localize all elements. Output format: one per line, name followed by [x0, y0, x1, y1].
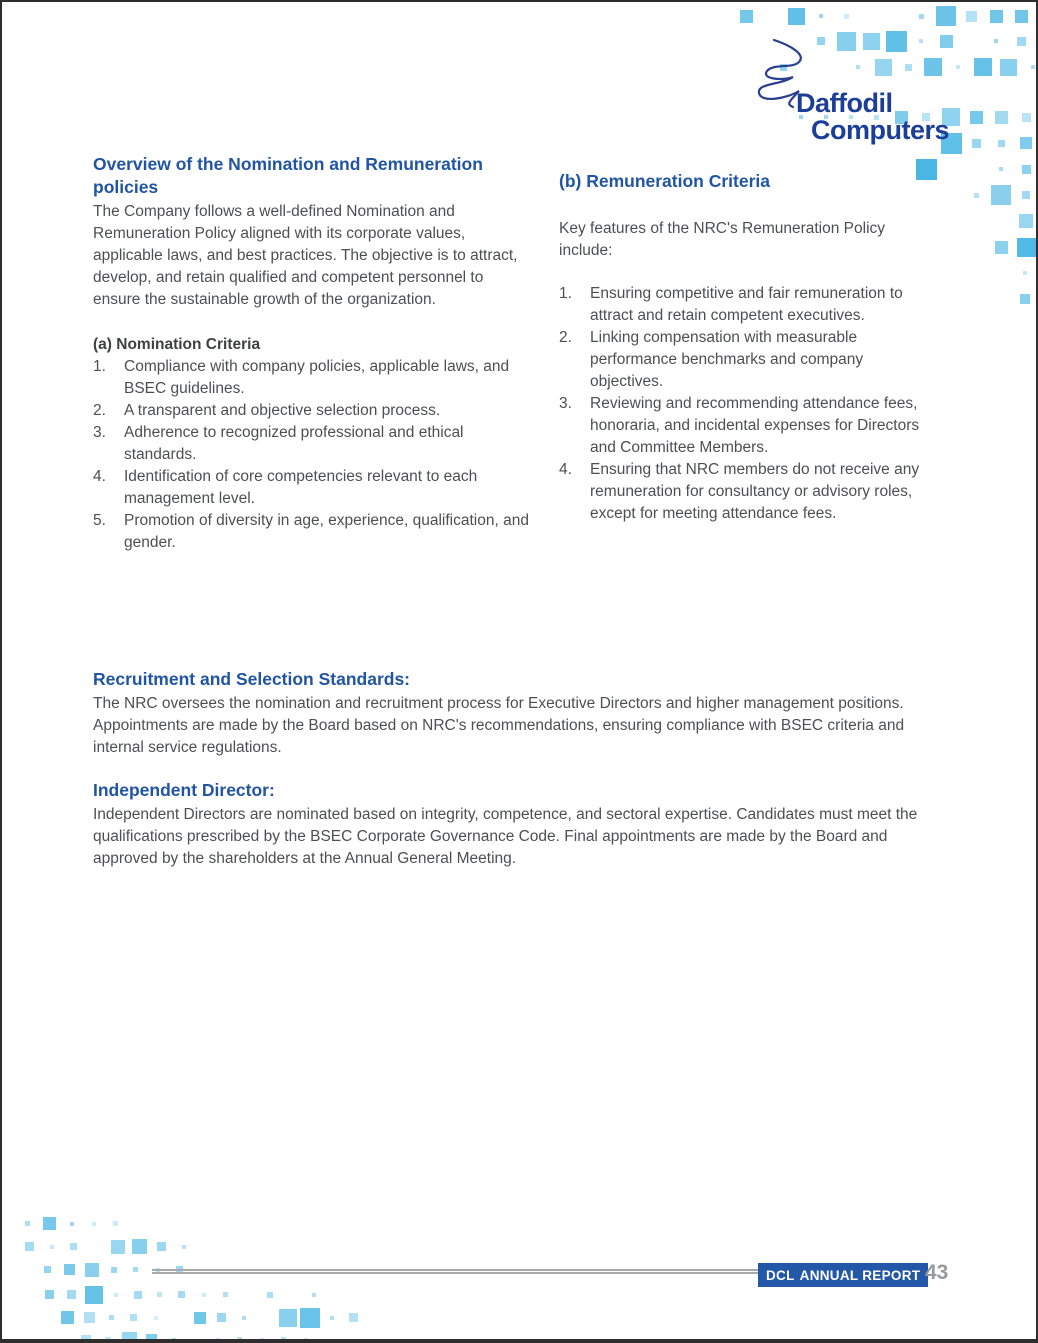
- mosaic-square: [92, 1222, 96, 1226]
- mosaic-square: [154, 1316, 158, 1320]
- mosaic-square: [111, 1240, 125, 1254]
- mosaic-square: [105, 1337, 111, 1343]
- company-logo: [796, 90, 949, 144]
- remuneration-criteria-list: [559, 283, 920, 525]
- badge-dcl-label: DCL: [766, 1267, 795, 1283]
- badge-annual-report-label: ANNUAL REPORT: [799, 1267, 921, 1283]
- mosaic-square: [1017, 238, 1036, 257]
- mosaic-square: [50, 1245, 54, 1249]
- mosaic-square: [133, 1267, 138, 1272]
- mosaic-square: [1022, 191, 1030, 199]
- mosaic-square: [788, 8, 805, 25]
- mosaic-square: [113, 1221, 118, 1226]
- logo-text-computers: Computers: [811, 115, 950, 145]
- mosaic-square: [172, 1338, 176, 1342]
- mosaic-square: [67, 1290, 76, 1299]
- list-item: Linking compensation with measurable performance benchmarks and company objectives.: [590, 329, 864, 390]
- mosaic-square: [242, 1316, 246, 1320]
- mosaic-square: [886, 31, 907, 52]
- mosaic-square: [998, 140, 1005, 147]
- mosaic-square: [122, 1332, 137, 1343]
- list-item: Compliance with company policies, applicable laws, and BSEC guidelines.: [124, 358, 510, 397]
- mosaic-square: [45, 1290, 54, 1299]
- mosaic-square: [990, 10, 1003, 23]
- mosaic-square: [844, 14, 849, 19]
- mosaic-square: [70, 1222, 74, 1226]
- mosaic-square: [134, 1291, 142, 1299]
- mosaic-square: [44, 1266, 51, 1273]
- mosaic-square: [972, 139, 981, 148]
- mosaic-square: [856, 65, 860, 69]
- mosaic-square: [217, 1313, 226, 1322]
- remuneration-criteria-heading: (b) Remuneration Criteria: [559, 171, 770, 191]
- mosaic-square: [819, 14, 823, 18]
- mosaic-square: [25, 1221, 30, 1226]
- mosaic-square: [146, 1334, 157, 1343]
- mosaic-square: [863, 33, 880, 50]
- mosaic-square: [919, 39, 923, 43]
- mosaic-square: [157, 1292, 162, 1297]
- mosaic-square: [312, 1293, 316, 1297]
- mosaic-square: [875, 59, 892, 76]
- remuneration-intro-paragraph: Key features of the NRC's Remuneration Policy include:: [559, 220, 886, 259]
- mosaic-square: [991, 185, 1011, 205]
- mosaic-square: [1022, 165, 1031, 174]
- mosaic-square: [970, 111, 983, 124]
- mosaic-square: [130, 1314, 137, 1321]
- mosaic-square: [202, 1293, 206, 1297]
- mosaic-square: [994, 39, 998, 43]
- mosaic-square: [216, 1338, 220, 1342]
- mosaic-square: [1000, 59, 1017, 76]
- nomination-criteria-heading: (a) Nomination Criteria: [93, 336, 261, 353]
- mosaic-square: [182, 1245, 186, 1249]
- mosaic-square: [109, 1315, 114, 1320]
- mosaic-square: [919, 14, 924, 19]
- list-item: Adherence to recognized professional and ethical standards.: [124, 424, 464, 463]
- mosaic-square: [178, 1291, 185, 1298]
- page-number: 43: [925, 1261, 949, 1284]
- independent-director-paragraph: Independent Directors are nominated based on integrity, competence, and sectoral expertise. Candidates must meet the qualifications prescribed by the BSEC Corporate Governance Code. Final appointments are made by the Board and approved by the shareholders at the Annual General Meeting.: [93, 806, 918, 867]
- overview-heading: Overview of the Nomination and Remuneration policies: [93, 154, 483, 197]
- mosaic-square: [330, 1316, 334, 1320]
- list-item: Reviewing and recommending attendance fees, honoraria, and incidental expenses for Directors and Committee Members.: [590, 395, 920, 456]
- recruitment-standards-paragraph: The NRC oversees the nomination and recruitment process for Executive Directors and higher management positions. Appointments are made by the Board based on NRC's recommendations, ensuring compliance with BSEC criteria and internal service regulations.: [93, 695, 905, 756]
- mosaic-square: [260, 1338, 264, 1342]
- logo-text-daffodil: Daffodil: [796, 88, 893, 118]
- overview-paragraph: The Company follows a well-defined Nomination and Remuneration Policy aligned with its corporate values, applicable laws, and best practices. The objective is to attract, develop, and retain qualified and competent personnel to ensure the sustainable growth of the organization.: [93, 203, 518, 308]
- recruitment-standards-heading: Recruitment and Selection Standards:: [93, 669, 411, 689]
- footer-rule: [152, 1269, 758, 1274]
- report-badge: [758, 1263, 928, 1287]
- independent-director-heading: Independent Director:: [93, 780, 275, 800]
- mosaic-square: [1031, 65, 1035, 69]
- nomination-criteria-list: [93, 356, 534, 554]
- mosaic-square: [237, 1337, 242, 1342]
- mosaic-square: [194, 1312, 206, 1324]
- mosaic-square: [223, 1292, 228, 1297]
- mosaic-square: [267, 1292, 273, 1298]
- mosaic-square: [936, 6, 956, 26]
- mosaic-square: [1023, 271, 1027, 275]
- list-item: Ensuring that NRC members do not receive any remuneration for consultancy or advisory roles, except for meeting attendance fees.: [590, 461, 920, 522]
- mosaic-square: [924, 58, 942, 76]
- mosaic-square: [81, 1335, 91, 1343]
- mosaic-square: [1015, 10, 1028, 23]
- mosaic-square: [966, 11, 977, 22]
- mosaic-square: [1019, 214, 1033, 228]
- mosaic-square: [1020, 294, 1030, 304]
- mosaic-square: [837, 32, 856, 51]
- mosaic-square: [84, 1312, 95, 1323]
- mosaic-square: [740, 10, 753, 23]
- mosaic-square: [43, 1217, 56, 1230]
- mosaic-square: [61, 1311, 74, 1324]
- mosaic-square: [940, 35, 953, 48]
- mosaic-square: [349, 1313, 358, 1322]
- mosaic-square: [905, 64, 912, 71]
- mosaic-square: [304, 1338, 308, 1342]
- list-item: Ensuring competitive and fair remuneration to attract and retain competent executives.: [590, 285, 903, 324]
- mosaic-square: [157, 1242, 166, 1251]
- mosaic-square: [279, 1309, 297, 1327]
- mosaic-square: [281, 1337, 286, 1342]
- mosaic-square: [995, 241, 1008, 254]
- list-item: Identification of core competencies relevant to each management level.: [124, 468, 478, 507]
- mosaic-square: [25, 1242, 34, 1251]
- mosaic-square: [70, 1243, 77, 1250]
- mosaic-square: [1020, 137, 1032, 149]
- mosaic-square: [85, 1263, 99, 1277]
- list-item: Promotion of diversity in age, experience, qualification, and gender.: [124, 512, 529, 551]
- mosaic-square: [64, 1264, 75, 1275]
- mosaic-square: [999, 167, 1003, 171]
- mosaic-square: [114, 1293, 118, 1297]
- mosaic-square: [1022, 113, 1031, 122]
- mosaic-square: [956, 65, 960, 69]
- mosaic-square: [974, 58, 992, 76]
- mosaic-square: [85, 1286, 103, 1304]
- list-item: A transparent and objective selection process.: [124, 402, 441, 419]
- mosaic-square: [111, 1267, 117, 1273]
- mosaic-square: [300, 1308, 320, 1328]
- mosaic-square: [132, 1239, 147, 1254]
- mosaic-square: [974, 193, 979, 198]
- mosaic-square: [995, 111, 1008, 124]
- mosaic-square: [1017, 37, 1026, 46]
